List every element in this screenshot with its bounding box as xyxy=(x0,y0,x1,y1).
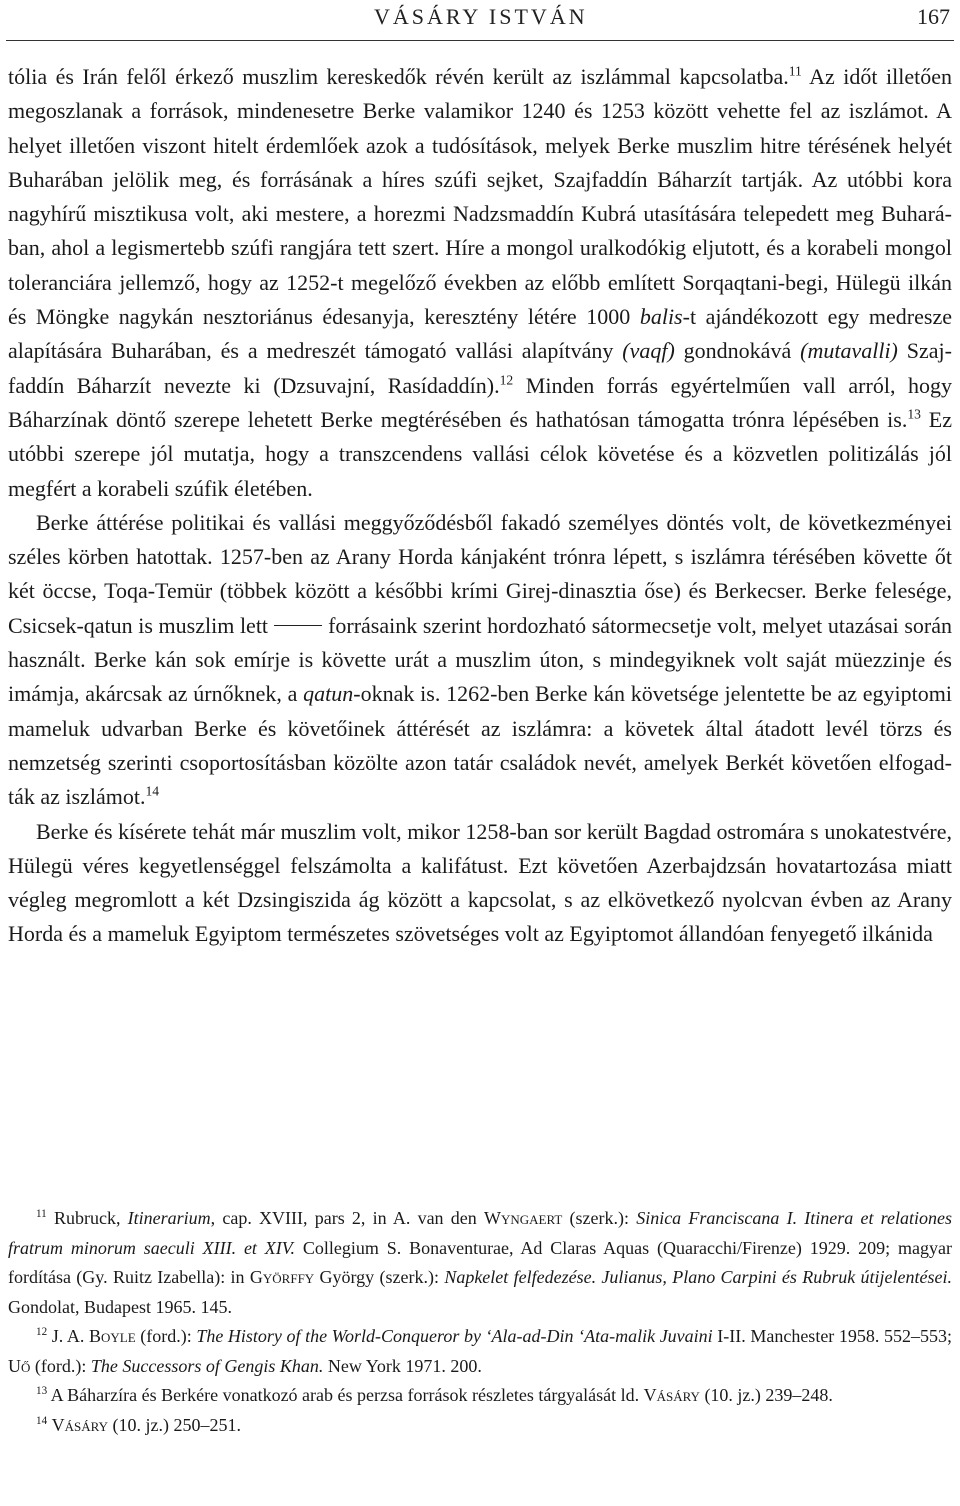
text-run: I-II. Manchester 1958. 552–553; xyxy=(712,1326,952,1346)
text-run: J. A. xyxy=(47,1326,89,1346)
header-rule xyxy=(6,40,954,41)
text-run: Az időt illetően megoszlanak a források, mindenesetre Berke valamikor 1240 és 1253 között vehette fel az iszlámot. A helyet illetően viszont hitelt érdemlőek azok a tudósítások, melyek Berke muszlim hitre térésének helyét Buharában jelölik meg, és forrásának a híres szúfi sejket, Szajfaddín Báharzít tartják. Az utóbbi kora nagyhírű misztikusa volt, aki mestere, a horezmi Nadzsmaddín Kubrá utasítására telepedett meg Buharában, ahol a legismertebb szúfi rangjára tett szert. Híre a mongol uralkodókig eljutott, és a korabeli mongol toleranciára jellemző, hogy az 1252-t megelőző években az előbb említett Sorqaqtani-begi, Hülegü ilkán és Möngke nagykán nesztoriánus édesanyja, keresztény létére 1000 xyxy=(8,64,952,330)
italic-title: Sinica Franciscana I. Itinera et relationes fratrum minorum saeculi XIII. et XIV. xyxy=(8,1208,952,1258)
italic-term: balis xyxy=(639,304,683,330)
italic-term: qatun xyxy=(303,681,354,707)
text-run: forrásaink szerint hordozható sátormecsetje volt, melyet utazásai során használt. Berke kán sok emírje is követte urát a muszlim úton, s mindegyiknek volt saját müezzinje és imámja, akárcsak az úrnőknek, a xyxy=(8,612,952,707)
italic-title: The Successors of Gengis Khan. xyxy=(90,1355,324,1376)
text-run: (ford.): xyxy=(30,1355,91,1376)
author-name: Boyle xyxy=(88,1326,136,1346)
text-run: Szajfaddín Báharzít nevezte ki (Dzsuvajní, Rasídaddín). xyxy=(8,338,952,398)
italic-term: (vaqf) xyxy=(622,338,675,364)
author-name: Vásáry xyxy=(643,1385,700,1405)
text-run: Rubruck, xyxy=(46,1208,128,1228)
text-run: Collegium S. Bonaventurae, Ad Claras Aquas (Quaracchi/Firenze) 1929. 209; magyar fordítása (Gy. Ruitz Izabella): in xyxy=(8,1237,952,1287)
page-number: 167 xyxy=(917,4,950,29)
text-run: -t ajándékozott egy medresze alapítására Buharában, és a medreszét támogató vallási alapítvány xyxy=(8,304,952,364)
text-run: , cap. XVIII, pars 2, in A. van den xyxy=(210,1208,484,1228)
text-run: A Báharzíra és Berkére vonatkozó arab és perzsa források részletes tárgyalását ld. xyxy=(47,1385,644,1405)
text-run: -oknak is. 1262-ben Berke kán követsége jelentette be az egyiptomi mameluk udvarban Berke és követőinek áttérését az iszlámra: a követek által átadott levél törzs és nemzetség szerinti csoportosításban közölte azon tatár családok nevét, amelyek Berkét követően elfogadták az iszlámot. xyxy=(8,681,952,810)
text-run: tólia és Irán felől érkező muszlim kereskedők révén került az iszlámmal kapcsolatba. xyxy=(8,64,789,89)
italic-title: Itinerarium xyxy=(127,1208,211,1228)
author-name: Györffy xyxy=(249,1267,315,1287)
text-run: Gondolat, Budapest 1965. 145. xyxy=(8,1296,232,1317)
footnote-12 xyxy=(8,1322,952,1381)
running-head: VÁSÁRY ISTVÁN xyxy=(374,4,588,29)
paragraph-1 xyxy=(8,60,952,506)
footnote-number: 14 xyxy=(36,1414,48,1427)
author-name: Wyngaert xyxy=(483,1208,563,1228)
footnote-14 xyxy=(8,1411,952,1441)
italic-title: Napkelet felfedezése. Julianus, Plano Carpini és Rubruk útijelentései. xyxy=(444,1267,952,1287)
footnote-ref-11[interactable]: 11 xyxy=(788,63,802,79)
text-run: György (szerk.): xyxy=(314,1267,445,1287)
page-header xyxy=(0,0,960,40)
text-run: New York 1971. 200. xyxy=(323,1355,482,1376)
body-text xyxy=(8,60,952,952)
paragraph-3 xyxy=(8,815,952,952)
text-run: Ez utóbbi szerepe jól mutatja, hogy a transzcendens vallási célok követése és a közvetlen politizálás jól megfért a korabeli szúfik életében. xyxy=(8,406,953,501)
author-name: Uő xyxy=(8,1355,31,1376)
footnote-number: 11 xyxy=(36,1208,47,1221)
author-name: Vásáry xyxy=(51,1414,109,1435)
italic-title: The History of the World-Conqueror by ‘Ala-ad-Din ‘Ata-malik Juvaini xyxy=(196,1326,713,1346)
text-run: gondnokává xyxy=(674,338,801,364)
footnote-11 xyxy=(8,1204,952,1322)
text-run: Berke áttérése politikai és vallási meggyőződésből fakadó személyes döntés volt, de következményei széles körben hatottak. 1257-ben az Arany Horda kánjaként trónra lépett, s iszlámra térésében követte őt két öccse, Toqa-Temür (többek között a későbbi krími Girej-dinasztia őse) és Berkecser. Berke felesége, Csicsek-qatun is muszlim lett xyxy=(8,509,952,638)
footnote-number: 12 xyxy=(36,1326,48,1339)
footnote-ref-14[interactable]: 14 xyxy=(145,783,160,799)
text-run: (10. jz.) 239–248. xyxy=(699,1385,833,1405)
text-run: Berke és kísérete tehát már muszlim volt, mikor 1258-ban sor került Bagdad ostromára s unokatestvére, Hülegü véres kegyetlenséggel felszámolta a kalifátust. Ezt követően Azerbajdzsán hovatartozása miatt végleg megromlott a két Dzsingiszida ág között a kapcsolat, s az elkövetkező nyolcvan évben az Arany Horda és a mameluk Egyiptom természetes szövetséges volt az Egyiptomot állandóan fenyegető ilkánida xyxy=(8,818,952,947)
italic-term: (mutavalli) xyxy=(800,338,898,364)
em-dash-rule xyxy=(274,625,322,626)
footnote-ref-13[interactable]: 13 xyxy=(907,406,921,422)
text-run: (ford.): xyxy=(135,1326,197,1346)
footnote-ref-12[interactable]: 12 xyxy=(499,372,514,388)
text-run: (10. jz.) 250–251. xyxy=(108,1414,241,1435)
footnotes xyxy=(8,1204,952,1440)
paragraph-2 xyxy=(8,506,952,815)
text-run: (szerk.): xyxy=(562,1208,637,1228)
footnote-13 xyxy=(8,1381,952,1411)
footnote-number: 13 xyxy=(36,1385,48,1398)
text-run: Minden forrás egyértelműen vall arról, hogy Báharzínak döntő szerepe lehetett Berke megtérésében és hathatósan támogatta trónra lépésében is. xyxy=(8,372,952,432)
